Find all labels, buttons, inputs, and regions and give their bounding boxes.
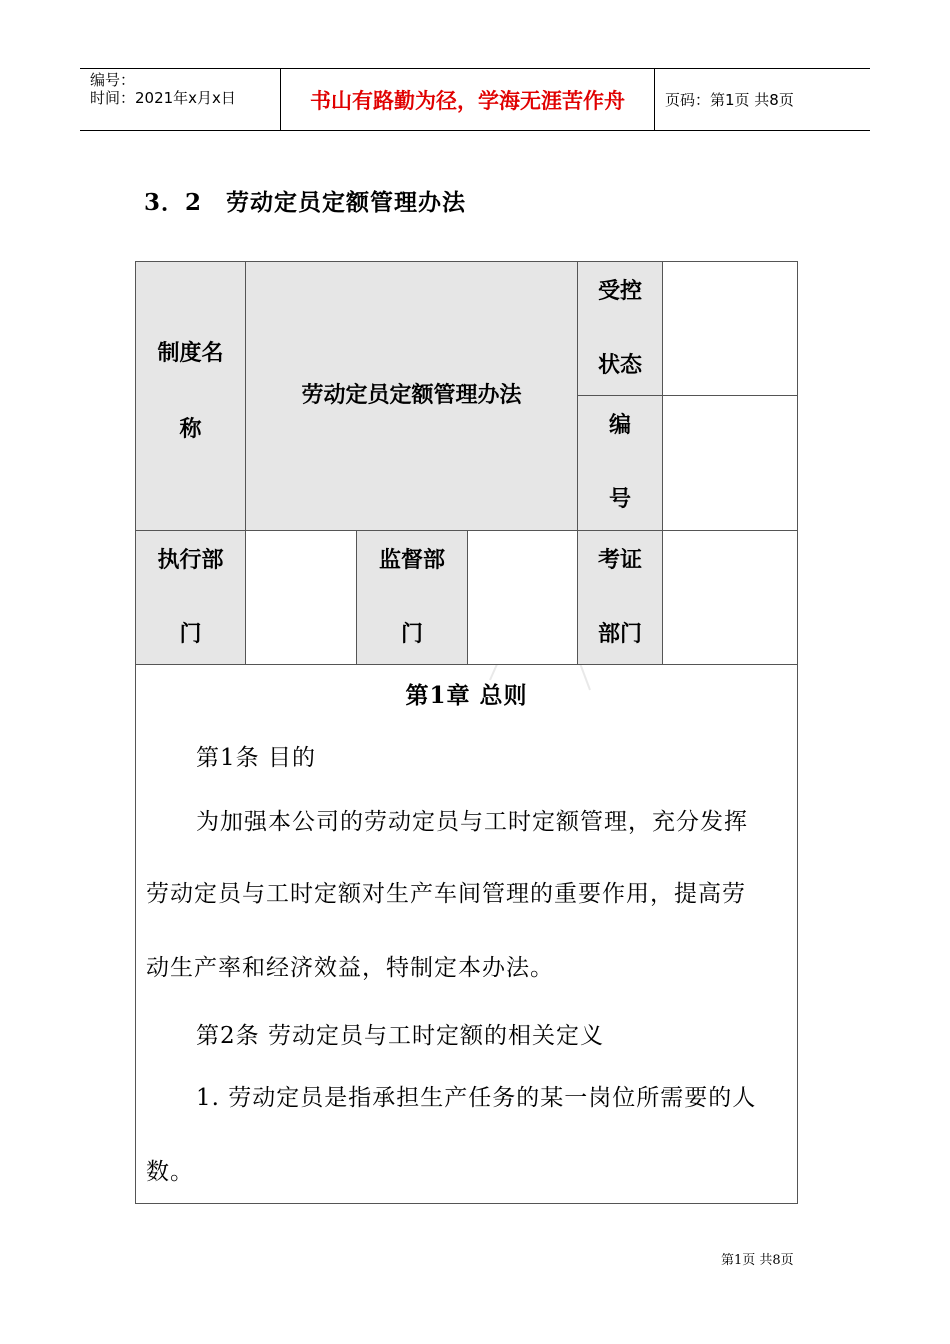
code-label-cell [577,395,663,531]
name-label-cell [135,261,246,531]
article-1-line-3: 动生产率和经济效益，特制定本办法。 [146,955,554,981]
motto: 书山有路勤为径，学海无涯苦作舟 [281,69,655,130]
article-1-line-1: 为加强本公司的劳动定员与工时定额管理，充分发挥 [196,809,748,835]
status-value-cell [662,261,798,396]
verify-label-line2: 部门 [597,621,642,647]
exec-value-cell [245,530,357,665]
name-value-cell [245,261,578,531]
supervise-label-cell [356,530,468,665]
code-label-line2: 号 [608,486,631,512]
code-label-line1: 编 [608,412,631,438]
verify-label-line1: 考证 [597,547,642,573]
item-1-line-1: 1. 劳动定员是指承担生产任务的某一岗位所需要的人 [196,1085,757,1111]
page-footer: 第1页 共8页 [721,1253,794,1268]
status-label-cell [577,261,663,396]
section-title: 3．2 劳动定员定额管理办法 [144,189,467,216]
exec-label-line1: 执行部 [157,547,224,573]
info-table [135,261,798,665]
supervise-label-line2: 门 [400,621,423,647]
name-label-line2: 称 [179,416,202,442]
exec-label-line2: 门 [179,621,202,647]
time-label: 时间：2021年x月x日 [90,89,236,107]
code-value-cell [662,395,798,531]
exec-label-cell [135,530,246,665]
document-header [80,68,870,131]
article-1-title: 第1条 目的 [196,745,316,771]
supervise-value-cell [467,530,578,665]
verify-value-cell [662,530,798,665]
chapter-heading: 第1章 总则 [405,682,528,709]
number-label: 编号： [90,71,136,89]
article-2-title: 第2条 劳动定员与工时定额的相关定义 [196,1023,604,1049]
regulation-body [135,664,798,1204]
article-1-line-2: 劳动定员与工时定额对生产车间管理的重要作用，提高劳 [146,881,746,907]
item-1-line-2: 数。 [146,1159,194,1185]
name-value: 劳动定员定额管理办法 [301,382,522,408]
status-label-line2: 状态 [597,352,642,378]
name-label-line1: 制度名 [157,340,224,366]
status-label-line1: 受控 [597,278,642,304]
page-info: 页码：第1页 共8页 [665,91,794,109]
supervise-label-line1: 监督部 [378,547,445,573]
header-meta [80,69,281,130]
verify-label-cell [577,530,663,665]
